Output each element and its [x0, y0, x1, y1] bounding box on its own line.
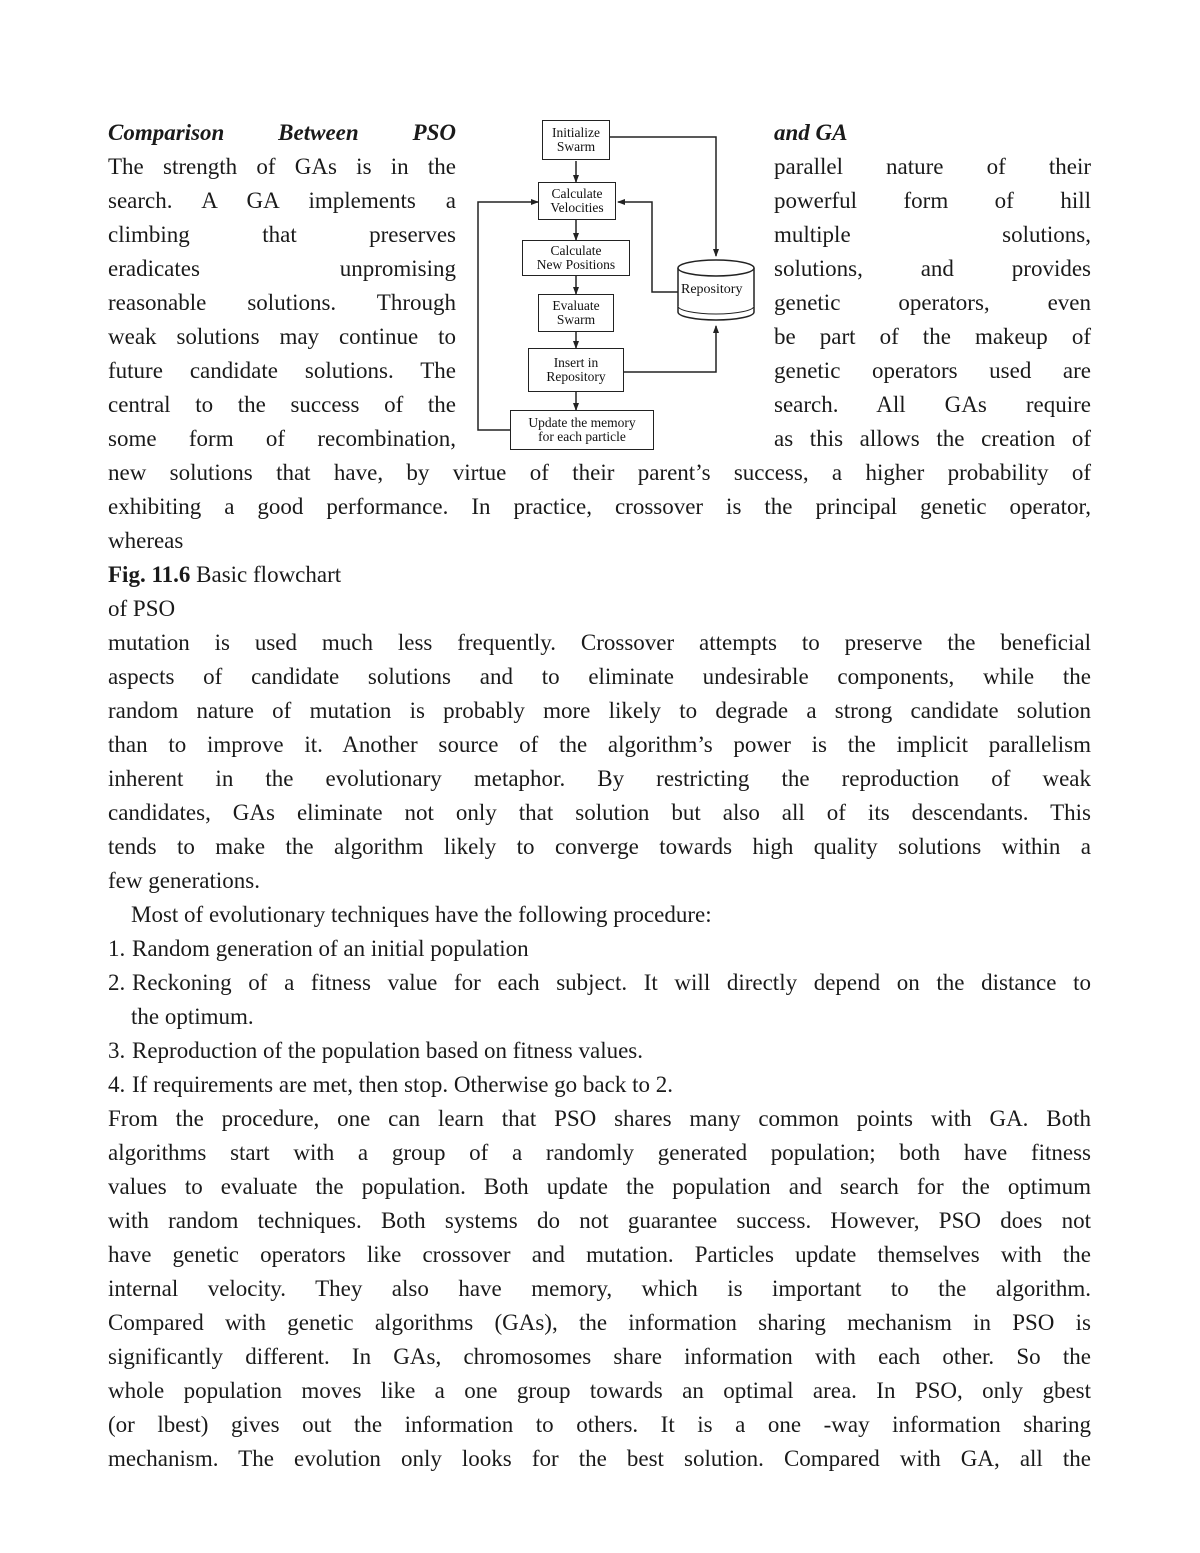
- box-line: Evaluate: [552, 298, 600, 313]
- box-insert-repository: [528, 348, 624, 392]
- body-line: whole population moves like a one group towards an optimal area. In PSO, only gbest: [108, 1378, 1091, 1403]
- box-line: Swarm: [556, 139, 596, 154]
- wrap-left-line: some form of recombination,: [108, 426, 456, 451]
- list-item: [108, 966, 1091, 1000]
- pso-flowchart: [472, 116, 762, 456]
- wrap-left-line: The strength of GAs is in the: [108, 154, 456, 179]
- body-line: with random techniques. Both systems do not guarantee success. However, PSO does not: [108, 1208, 1091, 1233]
- box-calculate-new-positions: [522, 240, 630, 276]
- box-line: New Positions: [536, 257, 616, 272]
- list-item: [108, 1034, 1091, 1068]
- wrap-right-line: parallel nature of their: [774, 154, 1091, 179]
- body-line: internal velocity. They also have memory, which is important to the algorithm.: [108, 1276, 1091, 1301]
- box-line: Velocities: [550, 200, 604, 215]
- wrap-right-line: solutions, and provides: [774, 256, 1091, 281]
- box-line: Insert in: [553, 355, 599, 370]
- box-line: Initialize: [552, 125, 600, 140]
- wrap-right-line: powerful form of hill: [774, 188, 1091, 213]
- wrap-right-line: genetic operators used are: [774, 358, 1091, 383]
- list-text: Reckoning of a fitness value for each subject. It will directly depend on the distance to: [132, 970, 1091, 995]
- list-item-continuation: the optimum.: [131, 1004, 254, 1029]
- body-line: whereas: [108, 528, 184, 553]
- wrap-right-line: genetic operators, even: [774, 290, 1091, 315]
- body-line: (or lbest) gives out the information to others. It is a one -way information sharing: [108, 1412, 1091, 1437]
- body-line: candidates, GAs eliminate not only that solution but also all of its descendants. This: [108, 800, 1091, 825]
- wrap-left-line: reasonable solutions. Through: [108, 290, 456, 315]
- box-calculate-velocities: [538, 182, 616, 220]
- body-line: Compared with genetic algorithms (GAs), the information sharing mechanism in PSO is: [108, 1310, 1091, 1335]
- box-line: for each particle: [538, 429, 626, 444]
- wrap-left-line: weak solutions may continue to: [108, 324, 456, 349]
- body-line: significantly different. In GAs, chromosomes share information with each other. So the: [108, 1344, 1091, 1369]
- body-line: algorithms start with a group of a randomly generated population; both have fitness: [108, 1140, 1091, 1165]
- list-item: [108, 932, 1091, 966]
- figure-caption-text: Basic flowchart: [190, 562, 342, 587]
- box-update-memory: [510, 410, 654, 450]
- box-evaluate-swarm: [538, 294, 614, 332]
- section-heading-right: and GA: [774, 120, 848, 145]
- wrap-left-line: search. A GA implements a: [108, 188, 456, 213]
- procedure-intro: Most of evolutionary techniques have the following procedure:: [131, 902, 712, 927]
- list-item: [108, 1068, 1091, 1102]
- body-line: tends to make the algorithm likely to converge towards high quality solutions within a: [108, 834, 1091, 859]
- body-line: inherent in the evolutionary metaphor. By restricting the reproduction of weak: [108, 766, 1091, 791]
- box-line: Update the memory: [528, 415, 636, 430]
- wrap-left-line: climbing that preserves: [108, 222, 456, 247]
- wrap-left-line: central to the success of the: [108, 392, 456, 417]
- body-line: have genetic operators like crossover and mutation. Particles update themselves with the: [108, 1242, 1091, 1267]
- body-line: random nature of mutation is probably more likely to degrade a strong candidate solution: [108, 698, 1091, 723]
- figure-number: Fig. 11.6: [108, 562, 191, 587]
- body-line: mutation is used much less frequently. Crossover attempts to preserve the beneficial: [108, 630, 1091, 655]
- list-text: Random generation of an initial population: [132, 936, 529, 961]
- body-line: mechanism. The evolution only looks for the best solution. Compared with GA, all the: [108, 1446, 1091, 1471]
- list-number: 2.: [108, 970, 126, 995]
- box-initialize-swarm: [542, 120, 610, 160]
- wrap-right-line: as this allows the creation of: [774, 426, 1091, 451]
- body-line: exhibiting a good performance. In practice, crossover is the principal genetic operator,: [108, 494, 1091, 519]
- body-line: few generations.: [108, 868, 260, 893]
- wrap-left-line: eradicates unpromising: [108, 256, 456, 281]
- list-number: 1.: [108, 936, 126, 961]
- figure-caption: [108, 558, 1091, 592]
- body-line: aspects of candidate solutions and to eliminate undesirable components, while the: [108, 664, 1091, 689]
- section-heading-left: Comparison Between PSO: [108, 120, 456, 145]
- body-line: From the procedure, one can learn that PSO shares many common points with GA. Both: [108, 1106, 1091, 1131]
- wrap-right-line: multiple solutions,: [774, 222, 1091, 247]
- wrap-left-line: future candidate solutions. The: [108, 358, 456, 383]
- box-line: Calculate: [550, 243, 602, 258]
- body-line: values to evaluate the population. Both update the population and search for the optimum: [108, 1174, 1091, 1199]
- wrap-right-line: search. All GAs require: [774, 392, 1091, 417]
- body-line: new solutions that have, by virtue of their parent’s success, a higher probability of: [108, 460, 1091, 485]
- list-number: 4.: [108, 1072, 126, 1097]
- list-number: 3.: [108, 1038, 126, 1063]
- box-line: Repository: [546, 369, 606, 384]
- list-text: If requirements are met, then stop. Otherwise go back to 2.: [132, 1072, 673, 1097]
- list-text: Reproduction of the population based on fitness values.: [132, 1038, 644, 1063]
- wrap-right-line: be part of the makeup of: [774, 324, 1091, 349]
- figure-caption-line2: of PSO: [108, 596, 176, 621]
- repository-label: Repository: [681, 282, 743, 297]
- box-line: Calculate: [551, 186, 603, 201]
- body-line: than to improve it. Another source of the algorithm’s power is the implicit parallelism: [108, 732, 1091, 757]
- box-line: Swarm: [556, 312, 596, 327]
